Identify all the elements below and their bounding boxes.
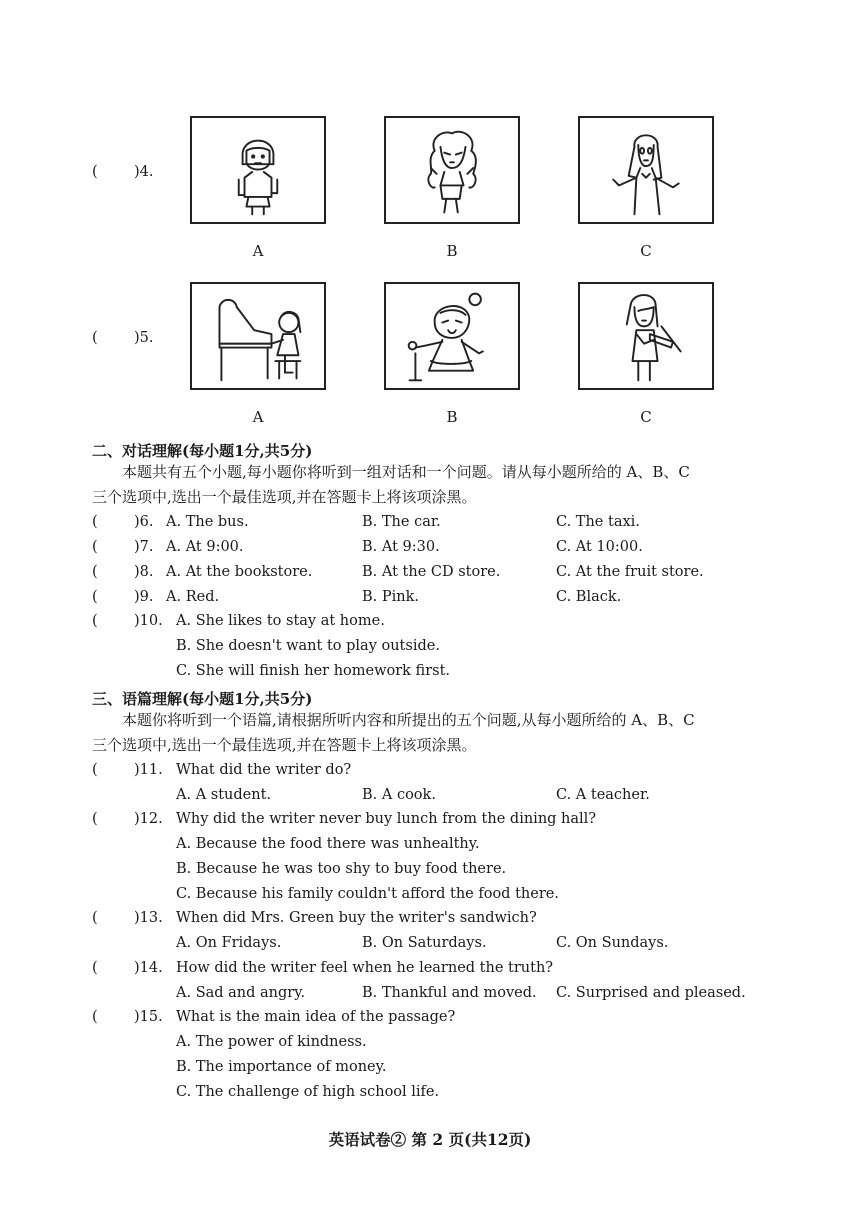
girl-singing-icon [386, 284, 518, 388]
picture-4a [190, 116, 326, 224]
option-b: B. At the CD store. [362, 564, 501, 580]
question-number-7: )7. [134, 539, 154, 555]
option-c: C. At the fruit store. [556, 564, 704, 580]
picture-4b [384, 116, 520, 224]
question-stem: Why did the writer never buy lunch from the dining hall? [176, 811, 597, 827]
option-c: C. Surprised and pleased. [556, 985, 746, 1001]
picture-4c-label: C [640, 242, 652, 260]
option-b: B. Because he was too shy to buy food there. [176, 861, 507, 877]
option-a: A. At the bookstore. [166, 564, 313, 580]
question-number-8: )8. [134, 564, 154, 580]
option-c: C. The taxi. [556, 514, 640, 530]
option-c: C. At 10:00. [556, 539, 643, 555]
picture-5c-label: C [640, 408, 652, 426]
picture-5b [384, 282, 520, 390]
question-number-9: )9. [134, 589, 154, 605]
option-a: A. On Fridays. [176, 935, 282, 951]
question-number-5: )5. [134, 330, 154, 346]
option-b: B. A cook. [362, 787, 436, 803]
option-c: C. On Sundays. [556, 935, 669, 951]
answer-paren: ( [92, 330, 98, 346]
girl-long-hair-icon [580, 118, 712, 222]
answer-paren: ( [92, 564, 98, 580]
girl-curly-hair-icon [386, 118, 518, 222]
question-number-15: )15. [134, 1009, 163, 1025]
question-number-10: )10. [134, 613, 163, 629]
option-b: B. At 9:30. [362, 539, 440, 555]
answer-paren: ( [92, 589, 98, 605]
option-a: A. A student. [176, 787, 272, 803]
option-a: A. The power of kindness. [176, 1034, 367, 1050]
picture-5c [578, 282, 714, 390]
picture-5a [190, 282, 326, 390]
answer-paren: ( [92, 514, 98, 530]
section3-title: 三、语篇理解(每小题1分,共5分) [92, 690, 313, 708]
question-number-6: )6. [134, 514, 154, 530]
question-stem: What did the writer do? [176, 762, 352, 778]
option-c: C. The challenge of high school life. [176, 1084, 440, 1100]
girl-short-hair-icon [192, 118, 324, 222]
picture-4a-label: A [252, 242, 264, 260]
picture-5b-label: B [446, 408, 458, 426]
question-stem: When did Mrs. Green buy the writer's sandwich? [176, 910, 537, 926]
option-a: A. She likes to stay at home. [176, 613, 385, 629]
answer-paren: ( [92, 960, 98, 976]
section3-instructions-line2: 三个选项中,选出一个最佳选项,并在答题卡上将该项涂黑。 [92, 736, 477, 754]
page-footer: 英语试卷② 第 2 页(共12页) [328, 1130, 532, 1149]
section3-instructions-line1: 本题你将听到一个语篇,请根据所听内容和所提出的五个问题,从每小题所给的 A、B、C [122, 711, 695, 729]
option-b: B. On Saturdays. [362, 935, 487, 951]
question-stem: What is the main idea of the passage? [176, 1009, 456, 1025]
picture-4b-label: B [446, 242, 458, 260]
option-c: C. Because his family couldn't afford the food there. [176, 886, 559, 902]
picture-5a-label: A [252, 408, 264, 426]
option-b: B. Pink. [362, 589, 420, 605]
answer-paren: ( [92, 539, 98, 555]
question-number-11: )11. [134, 762, 163, 778]
section2-title: 二、对话理解(每小题1分,共5分) [92, 442, 313, 460]
option-a: A. The bus. [166, 514, 249, 530]
option-b: B. She doesn't want to play outside. [176, 638, 440, 654]
answer-paren: ( [92, 613, 98, 629]
option-b: B. The car. [362, 514, 441, 530]
answer-paren: ( [92, 762, 98, 778]
option-c: C. A teacher. [556, 787, 650, 803]
answer-paren: ( [92, 910, 98, 926]
girl-playing-piano-icon [192, 284, 324, 388]
question-number-13: )13. [134, 910, 163, 926]
option-b: B. The importance of money. [176, 1059, 387, 1075]
option-b: B. Thankful and moved. [362, 985, 537, 1001]
girl-playing-violin-icon [580, 284, 712, 388]
option-c: C. She will finish her homework first. [176, 663, 451, 679]
option-a: A. At 9:00. [166, 539, 244, 555]
option-c: C. Black. [556, 589, 622, 605]
answer-paren: ( [92, 164, 98, 180]
question-number-12: )12. [134, 811, 163, 827]
question-number-4: )4. [134, 164, 154, 180]
answer-paren: ( [92, 1009, 98, 1025]
option-a: A. Sad and angry. [176, 985, 306, 1001]
option-a: A. Because the food there was unhealthy. [176, 836, 480, 852]
section2-instructions-line1: 本题共有五个小题,每小题你将听到一组对话和一个问题。请从每小题所给的 A、B、C [122, 463, 690, 481]
question-stem: How did the writer feel when he learned the truth? [176, 960, 554, 976]
question-number-14: )14. [134, 960, 163, 976]
picture-4c [578, 116, 714, 224]
answer-paren: ( [92, 811, 98, 827]
section2-instructions-line2: 三个选项中,选出一个最佳选项,并在答题卡上将该项涂黑。 [92, 488, 477, 506]
option-a: A. Red. [166, 589, 220, 605]
